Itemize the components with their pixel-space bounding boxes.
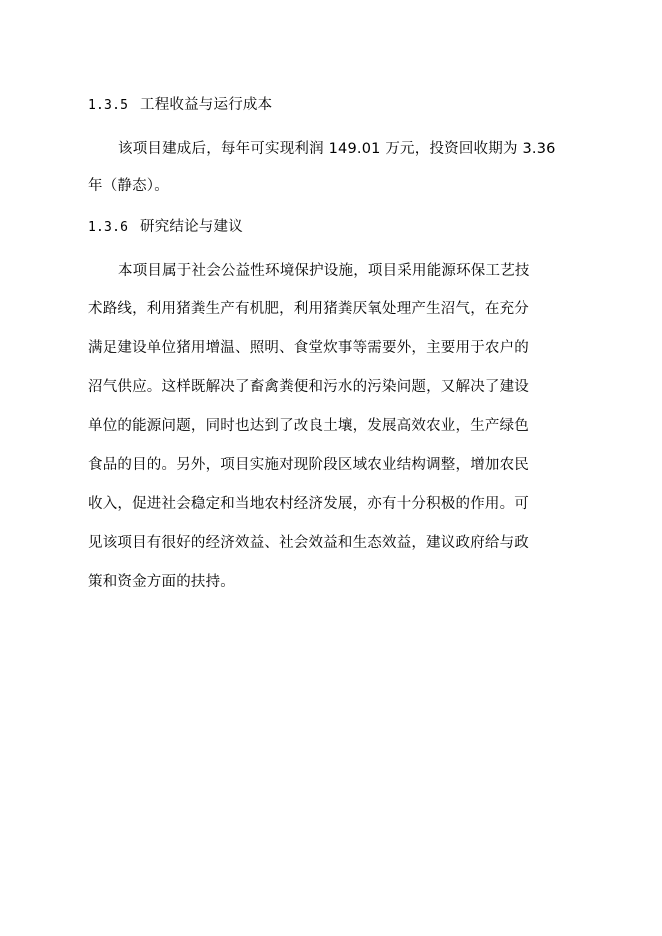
section-number: 1.3.5 [88,98,129,113]
section-title: 研究结论与建议 [140,219,243,235]
paragraph-line: 见该项目有很好的经济效益、社会效益和生态效益，建议政府给与政 [88,535,529,551]
paragraph-line: 年（静态）。 [88,178,169,194]
section-number: 1.3.6 [88,220,129,235]
section-title: 工程收益与运行成本 [140,97,273,113]
paragraph-line: 策和资金方面的扶持。 [88,574,235,590]
paragraph-line: 收入，促进社会稳定和当地农村经济发展，亦有十分积极的作用。可 [88,496,529,512]
paragraph-line: 满足建设单位猪用增温、照明、食堂炊事等需要外，主要用于农户的 [88,340,529,356]
paragraph-line: 单位的能源问题，同时也达到了改良土壤，发展高效农业，生产绿色 [88,418,529,434]
paragraph-line: 食品的目的。另外，项目实施对现阶段区域农业结构调整，增加农民 [88,457,529,473]
paragraph-line: 术路线，利用猪粪生产有机肥，利用猪粪厌氧处理产生沼气，在充分 [88,301,529,317]
paragraph-line: 本项目属于社会公益性环境保护设施，项目采用能源环保工艺技 [118,263,530,279]
section-heading-1-3-5 [88,95,272,116]
paragraph-line: 沼气供应。这样既解决了畜禽粪便和污水的污染问题，又解决了建设 [88,379,529,395]
section-heading-1-3-6 [88,217,243,238]
paragraph-line: 该项目建成后，每年可实现利润 149.01 万元，投资回收期为 3.36 [118,141,556,157]
